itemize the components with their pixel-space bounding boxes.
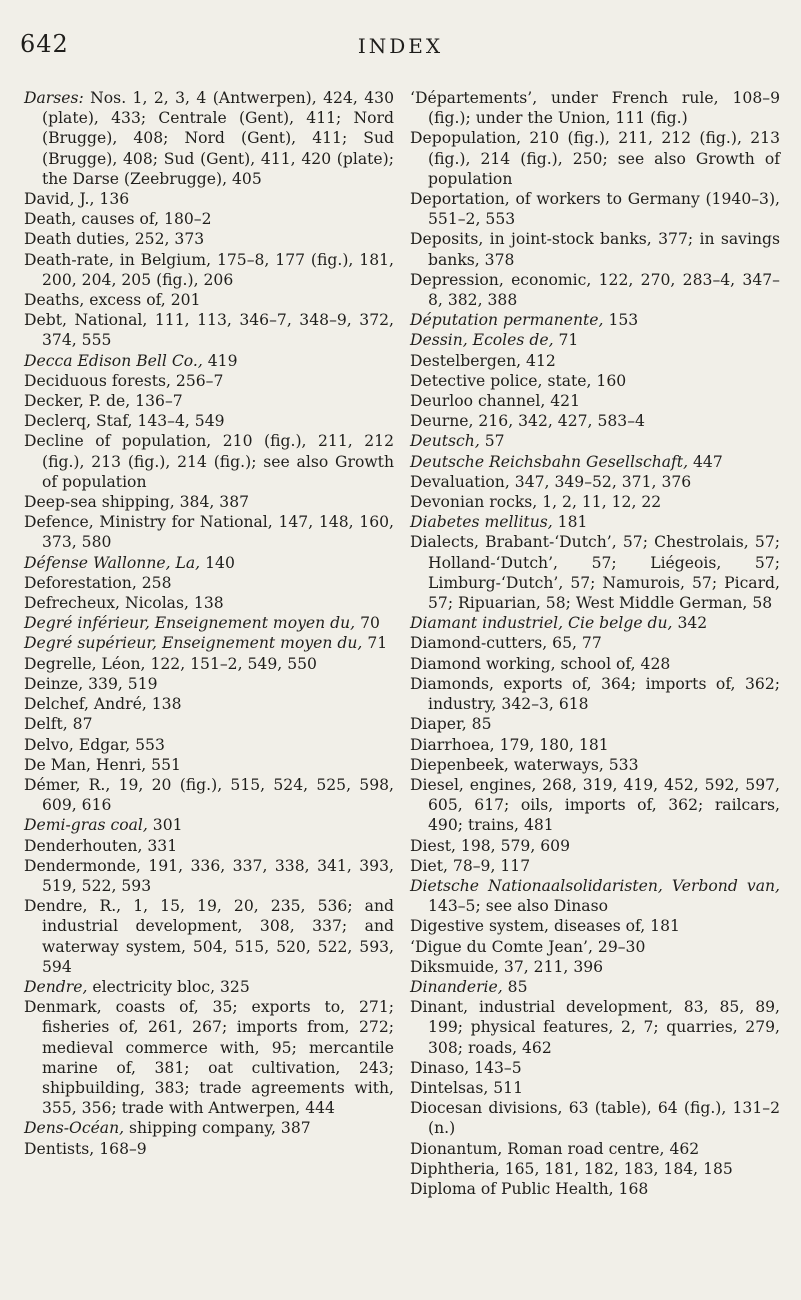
index-entry	[410, 613, 780, 633]
index-entry	[410, 755, 780, 775]
index-entry-heading: Decker, P. de,	[24, 392, 131, 411]
index-entry-references: 19, 20 (fig.), 515, 524, 525, 598, 609, 616	[42, 775, 394, 815]
index-entry-references: 1, 15, 19, 20, 235, 536; and industrial development, 308, 337; and waterway system, 504, 515, 520, 522, 593, 594	[42, 897, 394, 976]
index-entry-references: 258	[136, 573, 172, 592]
index-entry-references: under French rule, 108–9 (fig.); under the Union, 111 (fig.)	[428, 89, 780, 128]
index-entry-heading: Declerq, Staf,	[24, 412, 133, 431]
index-entry-heading: Deportation,	[410, 190, 510, 209]
index-entry-references: 1, 2, 11, 12, 22	[537, 493, 662, 512]
index-entry-heading: Degré supérieur, Enseignement moyen du,	[24, 634, 363, 653]
index-entry-heading: Diphtheria,	[410, 1159, 500, 1178]
index-entry-references: of workers to Germany (1940–3), 551–2, 553	[428, 190, 780, 229]
index-entry-references: 70	[355, 614, 380, 633]
index-entry-heading: Diesel,	[410, 775, 464, 794]
index-entry-heading: Dinanderie,	[410, 977, 503, 996]
index-entry-references: Nos. 1, 2, 3, 4 (Antwerpen), 424, 430 (plate), 433; Centrale (Gent), 411; Nord (Brugge), 408; Nord (Gent), 411; Sud (Brugge), 408; Sud (Gent), 411, 420 (plate); the Darse (Zeebrugge), 405	[42, 89, 394, 188]
index-entry-heading: Diest,	[410, 836, 456, 855]
index-entry-references: 65, 77	[547, 634, 602, 653]
index-entry-heading: Deinze,	[24, 674, 84, 693]
index-entry	[410, 714, 780, 734]
index-entry-heading: Deutsche Reichsbahn Gesellschaft,	[410, 452, 689, 471]
index-entry-references: 342	[672, 614, 708, 633]
index-entry-references: state, 160	[542, 371, 627, 390]
index-entry-references: 122, 151–2, 549, 550	[145, 654, 317, 673]
index-entry-references: 179, 180, 181	[494, 735, 609, 754]
index-entry	[24, 250, 394, 290]
index-entry-references: 136–7	[130, 392, 183, 411]
index-entry	[410, 371, 780, 391]
index-entry-heading: Degrelle, Léon,	[24, 654, 146, 673]
index-entry	[24, 229, 394, 249]
index-entry-heading: Deurloo channel,	[410, 392, 546, 411]
index-entry	[410, 411, 780, 431]
index-entry-heading: Députation permanente,	[410, 311, 604, 330]
index-entry	[24, 553, 394, 573]
index-entry-heading: Dendermonde,	[24, 856, 141, 875]
index-entry-heading: David, J.,	[24, 190, 95, 209]
index-entry-references: 191, 336, 337, 338, 341, 393, 519, 522, 593	[42, 856, 394, 895]
index-entry-references: 85	[502, 977, 528, 996]
index-entry	[410, 654, 780, 674]
index-entry-references: 143–5; see also Dinaso	[428, 897, 608, 916]
index-entry	[24, 1139, 394, 1159]
index-entry	[410, 937, 780, 957]
index-entry	[24, 735, 394, 755]
index-entry	[410, 1058, 780, 1078]
index-entry-references: 256–7	[170, 371, 224, 390]
index-entry	[410, 957, 780, 977]
index-entry	[24, 351, 394, 371]
index-entry-references: 78–9, 117	[447, 856, 531, 875]
index-entry	[24, 977, 394, 997]
index-entry-heading: Darses:	[24, 89, 84, 107]
index-entry-references: 63 (table), 64 (fig.), 131–2 (n.)	[428, 1099, 780, 1138]
index-entry	[410, 391, 780, 411]
index-entry-references: industrial development, 83, 85, 89, 199; physical features, 2, 7; quarries, 279, 308; roads, 462	[428, 998, 780, 1057]
index-entry-heading: De Man, Henri,	[24, 755, 147, 774]
index-entry-heading: Diamond-cutters,	[410, 634, 548, 653]
index-entry-heading: Deforestation,	[24, 573, 137, 592]
index-entry-references: 252, 373	[129, 230, 205, 249]
index-entry-references: 421	[545, 392, 581, 411]
index-entry-heading: ‘Digue du Comte Jean’,	[410, 937, 593, 956]
index-entry-references: 57	[479, 432, 505, 451]
index-entry-heading: Death duties,	[24, 230, 130, 249]
index-entry-heading: Diocesan divisions,	[410, 1099, 563, 1118]
index-entry-references: 122, 270, 283–4, 347–8, 382, 388	[428, 270, 780, 310]
index-entry-references: 210 (fig.), 211, 212 (fig.), 213 (fig.), 214 (fig.); see also Growth of population	[42, 432, 395, 491]
index-entry	[24, 431, 394, 492]
index-entry-references: 71	[362, 634, 388, 653]
index-entry-heading: Defence, Ministry for National,	[24, 513, 273, 532]
index-entry-references: 168	[613, 1179, 649, 1198]
index-entry-heading: Deurne,	[410, 412, 474, 431]
index-entry-heading: Deep-sea shipping,	[24, 493, 175, 512]
index-entry	[410, 977, 780, 997]
index-entry	[24, 856, 394, 896]
index-entry-references: 181	[552, 513, 588, 532]
index-entry-references: 136	[94, 190, 130, 209]
index-entry	[410, 532, 780, 613]
index-entry	[24, 694, 394, 714]
index-entry	[410, 330, 780, 350]
index-entry-heading: Dendre,	[24, 977, 88, 996]
index-entry-references: 29–30	[592, 937, 646, 956]
index-entry-references: 198, 579, 609	[455, 836, 571, 855]
index-entry-heading: Dialects,	[410, 533, 479, 552]
index-entry	[24, 896, 394, 977]
index-entry-references: 447	[688, 452, 723, 471]
index-entry	[410, 270, 780, 310]
index-entry	[410, 836, 780, 856]
index-entry-heading: Diamonds,	[410, 674, 494, 693]
index-entry	[24, 209, 394, 229]
index-entry-references: in joint-stock banks, 377; in savings banks, 378	[428, 230, 780, 269]
index-entry-heading: Dinaso,	[410, 1058, 470, 1077]
index-entry-references: 553	[130, 735, 165, 754]
index-entry	[24, 189, 394, 209]
index-entry-heading: Devaluation,	[410, 472, 510, 491]
index-entry	[410, 1179, 780, 1199]
index-entry-heading: Decline of population,	[24, 432, 212, 451]
index-entry-references: waterways, 533	[508, 755, 639, 774]
index-entry-heading: Devonian rocks,	[410, 493, 538, 512]
index-entry-references: 111, 113, 346–7, 348–9, 372, 374, 555	[42, 311, 394, 350]
index-entry	[410, 492, 780, 512]
index-entry	[410, 876, 780, 916]
index-entry-heading: Dionantum,	[410, 1139, 503, 1158]
index-entry-references: 153	[603, 311, 639, 330]
index-entry-references: in Belgium, 175–8, 177 (fig.), 181, 200, 204, 205 (fig.), 206	[42, 250, 394, 289]
index-entry	[410, 674, 780, 714]
index-entry-references: 419	[202, 351, 238, 370]
index-entry	[24, 836, 394, 856]
index-entry	[24, 755, 394, 775]
index-entry	[24, 371, 394, 391]
index-entry-heading: Diamond working,	[410, 654, 556, 673]
index-entry	[24, 593, 394, 613]
index-entry	[24, 391, 394, 411]
index-entry	[410, 916, 780, 936]
index-entry	[410, 431, 780, 451]
index-entry-heading: Diksmuide,	[410, 957, 499, 976]
index-entry-references: 216, 342, 427, 583–4	[473, 412, 645, 431]
index-entry-heading: Demi-gras coal,	[24, 816, 148, 835]
running-head: INDEX	[357, 34, 444, 58]
index-entry	[24, 1118, 394, 1138]
index-entry-heading: Depopulation,	[410, 129, 522, 148]
index-entry	[410, 189, 780, 229]
index-entry-heading: Dentists,	[24, 1139, 95, 1158]
index-entry	[24, 492, 394, 512]
index-entry	[410, 1078, 780, 1098]
index-entry	[24, 613, 394, 633]
index-entry-heading: Dendre, R.,	[24, 897, 122, 916]
index-entry-references: 412	[521, 351, 556, 370]
index-entry	[410, 128, 780, 189]
index-entry-references: 147, 148, 160, 373, 580	[42, 513, 394, 552]
index-entry	[24, 775, 394, 815]
index-entry-heading: Démer, R.,	[24, 775, 111, 794]
index-entry-references: Brabant-‘Dutch’, 57; Chestrolais, 57; Holland-‘Dutch’, 57; Liégeois, 57; Limburg-‘Dutch’, 57; Namurois, 57; Picard, 57; Ripuarian, 58; West Middle German, 58	[428, 533, 780, 613]
index-entry	[410, 1098, 780, 1138]
index-entry	[24, 310, 394, 350]
index-entry-references: 347, 349–52, 371, 376	[509, 472, 692, 491]
index-entry-references: 143–4, 549	[132, 412, 225, 431]
index-entry-references: 140	[200, 553, 235, 572]
index-entry	[410, 856, 780, 876]
index-entry	[24, 411, 394, 431]
index-entry-heading: Deciduous forests,	[24, 371, 171, 390]
index-entry-heading: Deutsch,	[410, 432, 480, 451]
index-entry-heading: Death-rate,	[24, 250, 114, 269]
index-entry-heading: Depression, economic,	[410, 270, 592, 289]
index-entry-references: Roman road centre, 462	[502, 1139, 700, 1158]
index-entry-heading: Delchef, André,	[24, 695, 147, 714]
index-entry-heading: Diet,	[410, 856, 448, 875]
index-entry	[410, 1159, 780, 1179]
index-entry	[24, 290, 394, 310]
index-entry-references: 551	[146, 755, 181, 774]
index-entry-references: 37, 211, 396	[498, 957, 604, 976]
index-entry	[24, 512, 394, 552]
index-entry	[410, 735, 780, 755]
index-entry	[24, 573, 394, 593]
index-entry-references: 339, 519	[83, 674, 158, 693]
index-entry-references: coasts of, 35; exports to, 271; fisheries of, 261, 267; imports from, 272; medieval commerce with, 95; mercantile marine of, 381; oat cultivation, 243; shipbuilding, 383; trade agreements with, 355, 356; trade with Antwerpen, 444	[42, 998, 394, 1118]
index-column-right	[410, 88, 780, 1199]
index-entry-heading: Diepenbeek,	[410, 755, 509, 774]
index-entry-references: 85	[466, 715, 492, 734]
index-entry	[410, 229, 780, 269]
index-entry-references: school of, 428	[555, 654, 671, 673]
index-entry-references: 168–9	[94, 1139, 147, 1158]
index-entry-heading: Denderhouten,	[24, 836, 143, 855]
index-entry-heading: Diploma of Public Health,	[410, 1179, 614, 1198]
index-entry	[24, 633, 394, 653]
index-entry	[410, 512, 780, 532]
index-entry	[24, 997, 394, 1118]
index-entry-references: engines, 268, 319, 419, 452, 592, 597, 605, 617; oils, imports of, 362; railcars, 490; trains, 481	[428, 775, 780, 835]
index-entry-heading: Detective police,	[410, 371, 543, 390]
index-entry-heading: Deaths, excess of,	[24, 291, 166, 310]
index-entry-heading: Defrecheux, Nicolas,	[24, 594, 189, 613]
index-entry-references: shipping company, 387	[124, 1119, 311, 1138]
index-entry-heading: Death, causes of,	[24, 210, 160, 229]
index-entry-heading: Diaper,	[410, 715, 467, 734]
index-entry-references: 331	[142, 836, 178, 855]
index-entry-references: 511	[488, 1078, 524, 1097]
index-entry-references: 71	[553, 331, 579, 350]
index-entry-heading: Défense Wallonne, La,	[24, 553, 201, 572]
index-entry-references: electricity bloc, 325	[87, 977, 250, 996]
index-entry-references: 138	[146, 695, 182, 714]
index-entry-heading: Destelbergen,	[410, 351, 522, 370]
index-entry-references: 87	[67, 715, 93, 734]
index-entry	[410, 775, 780, 836]
index-entry-heading: Delvo, Edgar,	[24, 735, 131, 754]
index-entry-heading: Delft,	[24, 715, 68, 734]
index-entry-heading: Denmark,	[24, 998, 102, 1017]
index-entry	[24, 714, 394, 734]
index-column-left	[24, 88, 394, 1159]
index-entry	[410, 997, 780, 1058]
index-entry-heading: Dinant,	[410, 998, 469, 1017]
index-entry-references: 143–5	[469, 1058, 522, 1077]
index-entry	[24, 674, 394, 694]
index-entry	[410, 1139, 780, 1159]
index-entry	[24, 815, 394, 835]
index-entry-references: 180–2	[159, 210, 212, 229]
page-number: 642	[20, 30, 69, 58]
index-entry-heading: Dessin, Ecoles de,	[410, 331, 554, 350]
index-entry-heading: Diarrhoea,	[410, 735, 495, 754]
index-entry-references: 138	[188, 594, 224, 613]
index-entry-references: 165, 181, 182, 183, 184, 185	[499, 1159, 733, 1178]
index-entry	[410, 351, 780, 371]
index-entry-references: 210 (fig.), 211, 212 (fig.), 213 (fig.), 214 (fig.), 250; see also Growth of population	[428, 129, 780, 188]
index-entry-heading: Degré inférieur, Enseignement moyen du,	[24, 614, 356, 633]
index-entry-heading: Debt, National,	[24, 311, 148, 330]
index-entry-heading: Diamant industriel, Cie belge du,	[410, 614, 673, 633]
index-entry	[410, 472, 780, 492]
index-entry	[410, 633, 780, 653]
index-entry-references: exports of, 364; imports of, 362; industry, 342–3, 618	[428, 674, 780, 714]
index-entry-references: 301	[147, 816, 183, 835]
index-entry-references: 201	[165, 291, 201, 310]
index-entry-heading: ‘Départements’,	[410, 89, 538, 107]
index-entry-heading: Diabetes mellitus,	[410, 513, 553, 532]
index-entry-heading: Dintelsas,	[410, 1078, 489, 1097]
index-entry	[24, 654, 394, 674]
index-entry-references: 384, 387	[174, 493, 250, 512]
index-entry-heading: Deposits,	[410, 230, 484, 249]
index-entry	[410, 452, 780, 472]
index-entry-heading: Digestive system,	[410, 917, 550, 936]
index-entry-heading: Dens-Océan,	[24, 1119, 125, 1138]
index-entry	[24, 88, 394, 189]
index-entry-heading: Decca Edison Bell Co.,	[24, 351, 203, 370]
index-entry-heading: Dietsche Nationaalsolidaristen, Verbond van,	[410, 876, 780, 895]
index-entry	[410, 310, 780, 330]
index-entry-references: diseases of, 181	[549, 917, 680, 936]
index-entry	[410, 88, 780, 128]
